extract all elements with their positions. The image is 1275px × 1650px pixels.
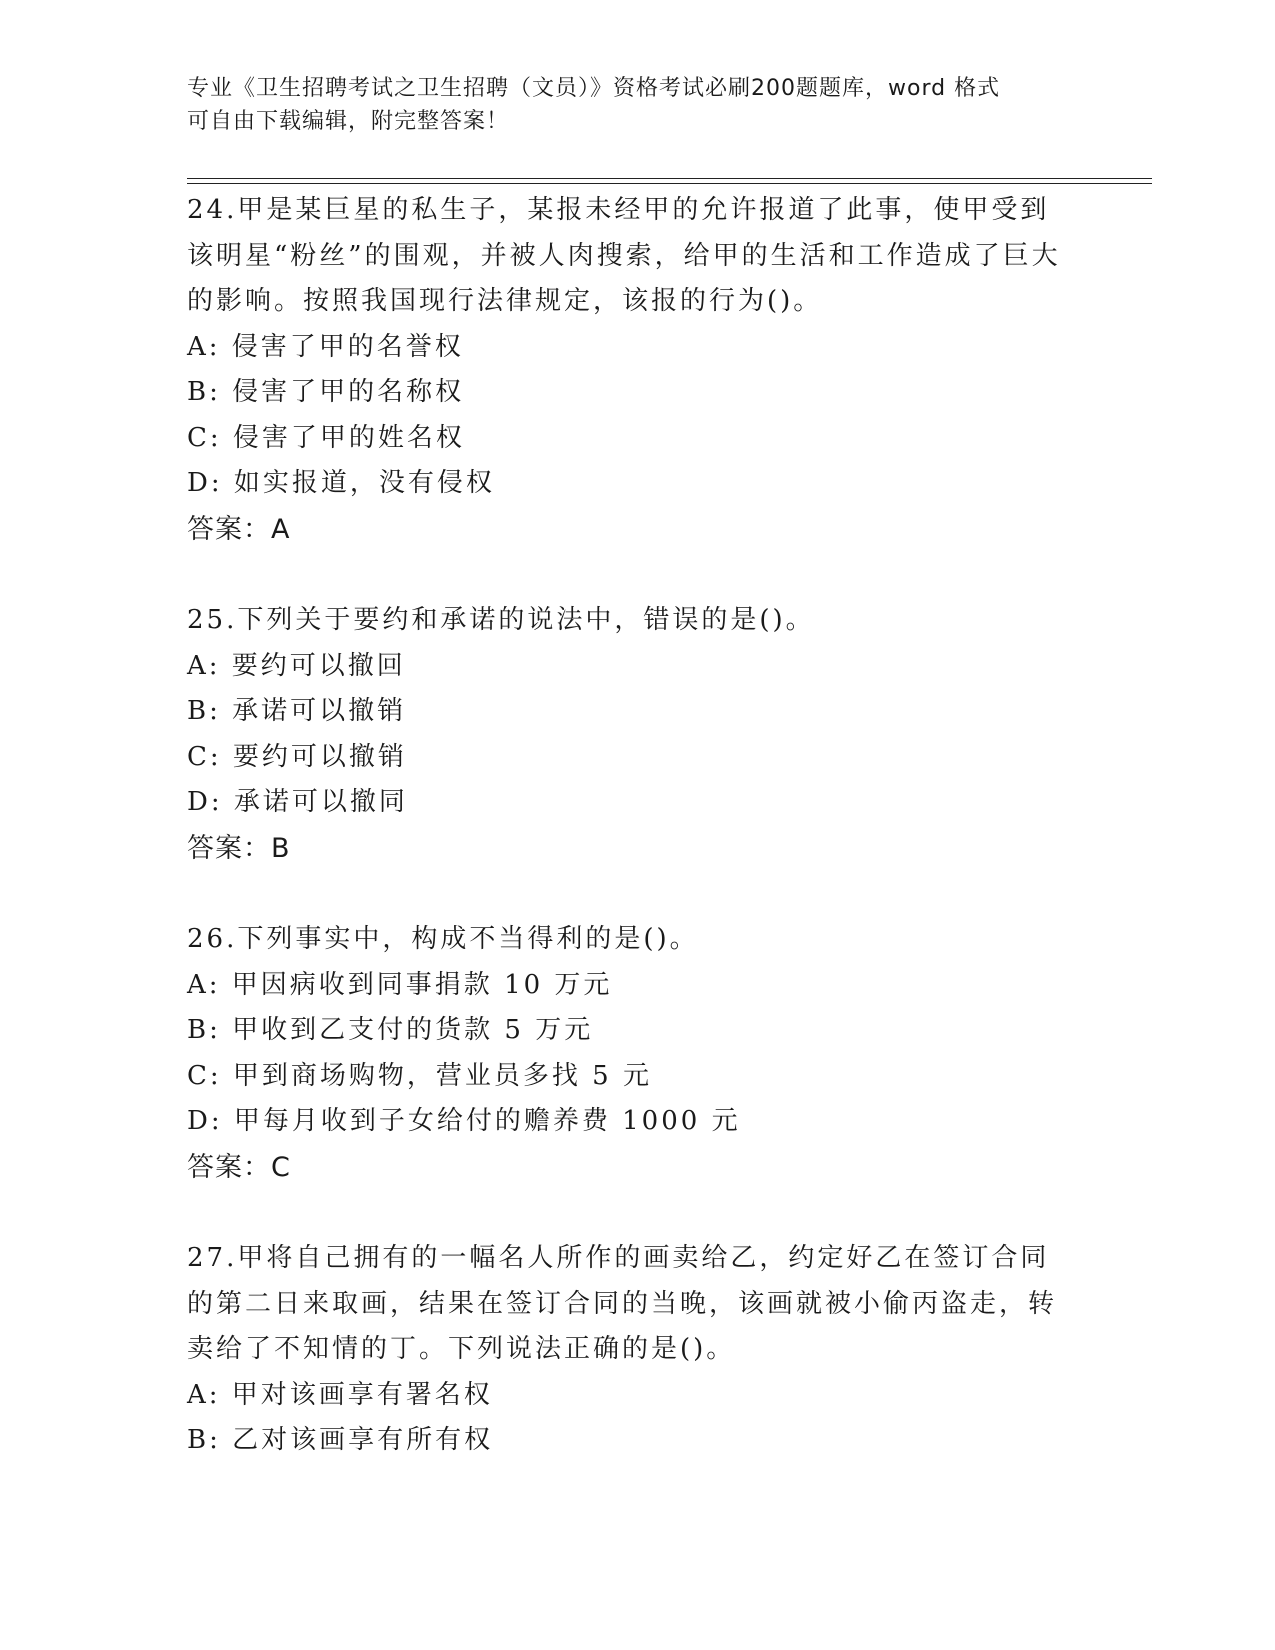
question-26 xyxy=(187,917,1087,1190)
option-a: A: 甲对该画享有署名权 xyxy=(187,1379,493,1410)
option-c: C: 要约可以撤销 xyxy=(187,741,407,772)
option-b: B: 乙对该画享有所有权 xyxy=(187,1425,494,1455)
option-d: D: 如实报道，没有侵权 xyxy=(187,468,495,498)
header-line-1: 专业《卫生招聘考试之卫生招聘（文员）》资格考试必刷200题题库，word 格式 xyxy=(187,76,1001,101)
question-stem: 24.甲是某巨星的私生子，某报未经甲的允许报道了此事，使甲受到该明星“粉丝”的围观，并被人肉搜索，给甲的生活和工作造成了巨大的影响。按照我国现行法律规定，该报的行为()。 xyxy=(187,195,1061,316)
option-b: B: 甲收到乙支付的货款 5 万元 xyxy=(187,1015,594,1045)
option-c: C: 甲到商场购物，营业员多找 5 元 xyxy=(187,1060,652,1091)
option-a: A: 要约可以撤回 xyxy=(187,650,406,681)
question-24 xyxy=(187,188,1087,552)
header-line-2: 可自由下载编辑，附完整答案！ xyxy=(187,109,510,134)
answer: 答案：B xyxy=(187,832,291,864)
question-27 xyxy=(187,1236,1087,1464)
option-a: A: 甲因病收到同事捐款 10 万元 xyxy=(187,969,613,1000)
option-b: B: 侵害了甲的名称权 xyxy=(187,377,465,407)
option-a: A: 侵害了甲的名誉权 xyxy=(187,331,464,362)
question-list xyxy=(187,188,1087,1510)
question-stem: 26.下列事实中，构成不当得利的是()。 xyxy=(187,924,699,954)
option-c: C: 侵害了甲的姓名权 xyxy=(187,422,465,453)
answer: 答案：A xyxy=(187,513,291,545)
option-b: B: 承诺可以撤销 xyxy=(187,696,407,726)
header-divider-top xyxy=(187,178,1152,179)
question-25 xyxy=(187,598,1087,871)
answer: 答案：C xyxy=(187,1151,291,1183)
question-stem: 25.下列关于要约和承诺的说法中，错误的是()。 xyxy=(187,605,815,635)
document-header xyxy=(187,72,1067,138)
option-d: D: 甲每月收到子女给付的赡养费 1000 元 xyxy=(187,1106,741,1136)
option-d: D: 承诺可以撤同 xyxy=(187,787,408,817)
header-divider-bottom xyxy=(187,183,1152,184)
question-stem: 27.甲将自己拥有的一幅名人所作的画卖给乙，约定好乙在签订合同的第二日来取画，结果在签订合同的当晚，该画就被小偷丙盗走，转卖给了不知情的丁。下列说法正确的是()。 xyxy=(187,1243,1058,1364)
